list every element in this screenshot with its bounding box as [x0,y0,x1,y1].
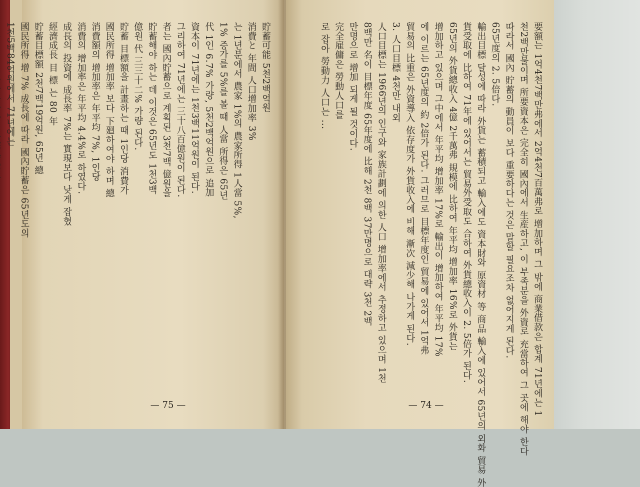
text-line: 貿易의 比重은 外資導入 依存度가 外貨收入에 비해 漸次 減少해 나가게 된다. [404,22,415,347]
text-line [0,22,2,372]
text-line: 에 이르는 65년度의 約 2倍가 된다. 그러므로 目標年度인 貿易에 있어서 1억弗 [418,22,429,355]
text-line: 8백만 名이 目標年度 65年度에 比해 2천 8백 37만명으로 대략 3천 2백 [361,22,372,326]
text-line: 로 잡아 勞動力 人口는 ... [318,22,329,130]
text-line: 貯蓄可能 5천2백억원 [260,22,270,113]
text-line: 貯蓄目標額 2천7백19억원, 65년 總 [32,22,43,176]
text-line: 輸出目標 달성에 따라 外貨는 蓄積되고 輸入에도 資本財와 原資材 等 商品 輸入에 있어서 65년의 외화 貿易 外 [475,22,486,487]
left-page-text [4,22,272,372]
text-line: 3. 人口目標 4천만 내외 [389,22,400,123]
text-line: 는 1년분에서 農家 1%의 農家所得 1人當 5%, [231,22,242,219]
text-line: 要額는 1억4천7백만弗에서 2억4천7百萬弗로 增加하며 그 밖에 商業借款은 합계 71년에는 1 [532,22,542,417]
text-line: 成長의 投資에 成長率 7%는 實現보다 낮게 잡혔 [61,22,72,226]
text-line: 만명으로 增加 되게 될 것이다. [347,22,358,152]
text-line: 1% 증가를 5%를 볼 때 人當 所得은 65년 [217,22,228,201]
text-line: 國民所得 增 7% 成長에 따라 國內貯蓄은 65년도의 [18,22,29,239]
text-line: 따라서 國內 貯蓄의 動員이 보다 重要하다는 것은 말할 필요조차 없어지게 된다. [503,22,514,359]
text-line: 그리하여 71년에는 三十八百億원이 된다. [174,22,185,198]
text-line: 億원 代 三三十二% 가량 된다. [132,22,143,151]
text-line: 消費と 年間 人口增加率 3% [245,22,256,141]
text-line: 增加하고 있으며 그中에서 年平均 增加率 17%로 輸出이 增加하여 年平均 17% [432,22,443,357]
text-line: 代 1인 6.7% 가량, 5천2백억원으로 追加 [203,22,214,198]
text-line: 消費額의 增加率은 年平均 7%, 1인당 [89,22,100,182]
text-line: 貨受取에 比하여 71年에 있어서는 貿易外受取도 合하여 外貨總收入이 2. 5倍가 된다. [460,22,471,384]
text-line: 천2백만불이며 所要資本은 完全히 國內에서 生産하고, 이 부족분을 外資로 充當하여 그 곳에 해야 한다 [517,22,528,456]
left-page [4,0,284,429]
open-book [4,0,546,487]
text-line: 貯蓄해야 하는 데 이것은 65년도 1천3백 [146,22,157,195]
text-line: 資本이 71년에는 1천3백11억원이 된다. [188,22,199,194]
text-line: 人口目標는 1966년의 인구와 家族計劃에 의한 人口 增加率에서 추정하고 있으며 1천 [375,22,386,383]
text-line: 完全雇傭은 勞動人口를 [333,22,344,120]
text-line: 65년의 外貨總收入 4億 2千萬弗 規模에 比하여 年平均 增加率 16%로 外貨는 [446,22,457,351]
background-margin [546,0,640,429]
text-line: 經濟成長 目 標 는 80 年 [46,22,57,126]
text-line: 65년度의 2. 5倍다. [489,22,500,107]
text-line: 國民所得 增加率 보다 下廻하여야 하며 總 [103,22,114,199]
text-line: 消費의 增加率은 年平均 4.4%로 하였다. [75,22,86,195]
right-page-number: — 74 — [408,401,444,411]
text-line: 1천5백84억원에서 71년에는 [4,22,15,147]
text-line: 貯蓄 目標額을 計畫하는 때 1인당 消費가 [117,22,128,195]
text-line: 者는 國內貯蓄으로 계획된 3천7백 億원을 [160,22,171,198]
left-page-number: — 75 — [150,401,186,411]
right-page [286,0,554,487]
